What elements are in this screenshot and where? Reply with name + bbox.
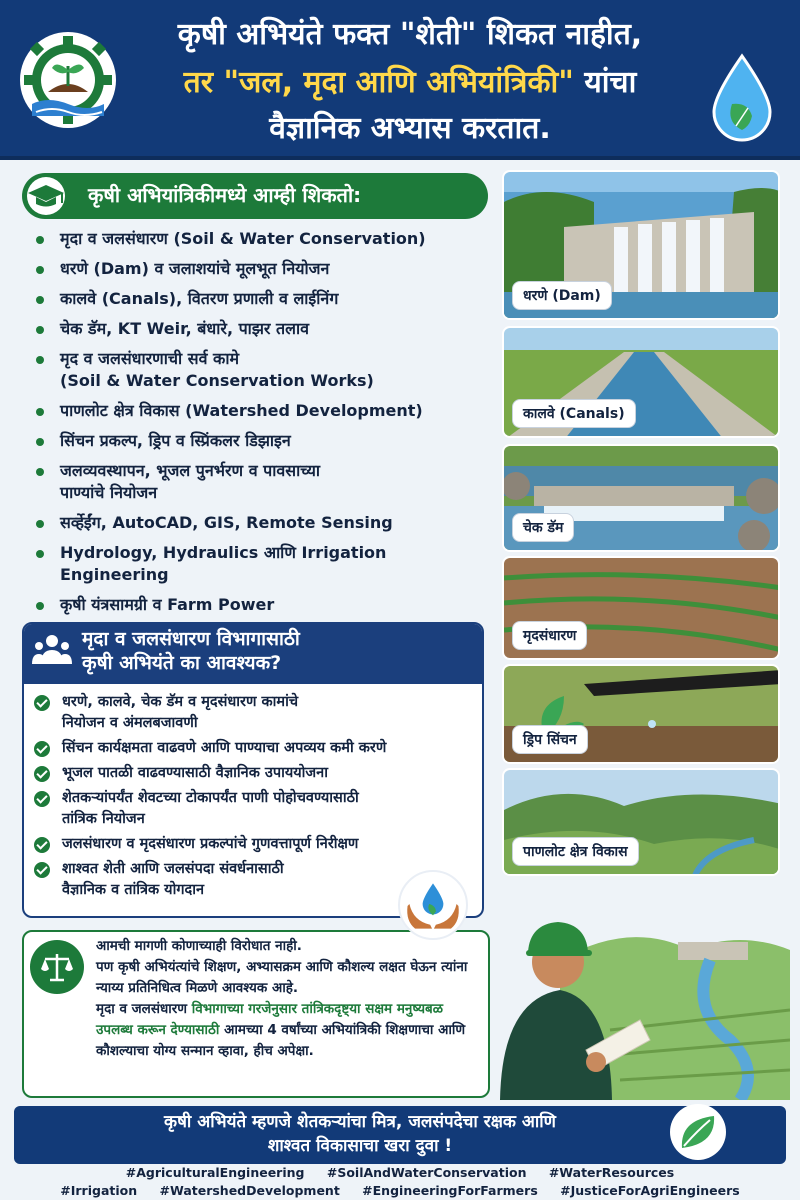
photo-label: मृदसंधारण	[512, 621, 587, 650]
list-item	[30, 228, 500, 250]
photo-canal	[502, 326, 780, 438]
list-item	[30, 512, 500, 534]
check-item	[34, 834, 474, 855]
photo-label: चेक डॅम	[512, 513, 574, 542]
list-item-text: सर्व्हेईंग, AutoCAD, GIS, Remote Sensing	[60, 513, 393, 532]
list-item	[30, 348, 500, 392]
hashtag-row	[0, 1164, 800, 1182]
list-item-text: कालवे (Canals), वितरण प्रणाली व लाईनिंग	[60, 289, 339, 308]
hands-water-drop-icon	[398, 870, 468, 940]
check-item-text: शाश्वत शेती आणि जलसंपदा संवर्धनासाठी	[62, 861, 284, 877]
bullet-dot-icon	[36, 356, 44, 364]
header-prefix: तर	[183, 65, 224, 100]
check-circle-icon	[34, 741, 50, 757]
bullet-dot-icon	[36, 520, 44, 528]
water-drop-leaf-icon	[706, 52, 778, 142]
list-item-text: सिंचन प्रकल्प, ड्रिप व स्प्रिंकलर डिझाइन	[60, 431, 291, 450]
bullet-dot-icon	[36, 602, 44, 610]
photo-drip-irrigation	[502, 664, 780, 764]
list-item-text: धरणे (Dam) व जलाशयांचे मूलभूत नियोजन	[60, 259, 330, 278]
hashtag[interactable]: #JusticeForAgriEngineers	[560, 1183, 740, 1198]
list-item-text: मृदा व जलसंधारण (Soil & Water Conservation)	[60, 229, 426, 248]
list-item-text: Hydrology, Hydraulics आणि Irrigation Engineering	[60, 543, 387, 584]
photo-label: पाणलोट क्षेत्र विकास	[512, 837, 639, 866]
header-title-line2	[120, 62, 700, 104]
learn-list	[30, 228, 500, 624]
engineer-with-blueprint-illustration	[490, 880, 790, 1100]
bullet-dot-icon	[36, 468, 44, 476]
list-item-subtext: पाण्यांचे नियोजन	[60, 483, 158, 502]
why-title-line1: मृदा व जलसंधारण विभागासाठी	[82, 628, 300, 650]
list-item	[30, 288, 500, 310]
why-card-title	[82, 627, 300, 675]
bullet-dot-icon	[36, 408, 44, 416]
check-item	[34, 692, 474, 734]
check-item-subtext: नियोजन व अंमलबजावणी	[62, 715, 198, 731]
demand-line2: पण कृषी अभियंत्यांचे शिक्षण, अभ्यासक्रम आणि कौशल्य लक्षत घेऊन त्यांना न्याय्य प्रतिनिधित्व मिळणे आवश्यक आहे.	[96, 959, 468, 996]
list-item	[30, 400, 500, 422]
bullet-dot-icon	[36, 550, 44, 558]
list-item	[30, 258, 500, 280]
hashtag-row	[0, 1182, 800, 1200]
footer-line1: कृषी अभियंते म्हणजे शेतकऱ्यांचा मित्र, जलसंपदेचा रक्षक आणि	[164, 1112, 556, 1132]
list-item-subtext: (Soil & Water Conservation Works)	[60, 371, 374, 390]
graduation-cap-icon	[24, 177, 72, 215]
gear-plant-logo-icon	[18, 30, 118, 130]
photo-label: कालवे (Canals)	[512, 399, 636, 428]
check-item-text: धरणे, कालवे, चेक डॅम व मृदसंधारण कामांचे	[62, 694, 299, 710]
people-group-icon	[32, 630, 72, 670]
footer-line2: शाश्वत विकासाचा खरा दुवा !	[267, 1136, 453, 1156]
header-title-line1: कृषी अभियंते फक्त "शेती" शिकत नाहीत,	[177, 17, 643, 52]
header-suffix: यांचा	[573, 65, 637, 100]
photo-watershed	[502, 768, 780, 876]
check-circle-icon	[34, 837, 50, 853]
check-item	[34, 763, 474, 784]
list-item	[30, 430, 500, 452]
demand-text	[96, 936, 480, 1062]
bullet-dot-icon	[36, 438, 44, 446]
check-item	[34, 788, 474, 830]
check-item-text: भूजल पातळी वाढवण्यासाठी वैज्ञानिक उपाययोजना	[62, 765, 328, 781]
demand-line3-b: आमच्या 4 वर्षांच्या अभियांत्रिकी शिक्षणाचा आणि कौशल्याचा योग्य सन्मान व्हावा, हीच अपेक्षा.	[96, 1022, 466, 1059]
check-item	[34, 738, 474, 759]
list-item-text: मृद व जलसंधारणाची सर्व कामे	[60, 349, 240, 368]
header-title-line3: वैज्ञानिक अभ्यास करतात.	[269, 111, 551, 146]
check-circle-icon	[34, 695, 50, 711]
list-item-text: कृषी यंत्रसामग्री व Farm Power	[60, 595, 275, 614]
hashtag[interactable]: #SoilAndWaterConservation	[326, 1165, 527, 1180]
demand-line3-highlight: विभागाच्या गरजेनुसार तांत्रिकदृष्ट्या सक्षम मनुष्यबळ उपलब्ध करून देण्यासाठी	[96, 1001, 443, 1038]
photo-check-dam	[502, 444, 780, 552]
hashtag[interactable]: #Irrigation	[60, 1183, 138, 1198]
check-item-text: शेतकऱ्यांपर्यंत शेवटच्या टोकापर्यंत पाणी पोहोचवण्यासाठी	[62, 790, 359, 806]
check-item-subtext: तांत्रिक नियोजन	[62, 811, 145, 827]
why-list	[34, 692, 474, 905]
why-title-line2: कृषी अभियंते का आवश्यक?	[82, 652, 282, 674]
list-item	[30, 542, 500, 586]
list-item	[30, 318, 500, 340]
check-item-text: सिंचन कार्यक्षमता वाढवणे आणि पाण्याचा अपव्यय कमी करणे	[62, 740, 387, 756]
hashtag[interactable]: #WaterResources	[548, 1165, 675, 1180]
leaf-icon	[668, 1102, 728, 1162]
list-item-text: चेक डॅम, KT Weir, बंधारे, पाझर तलाव	[60, 319, 310, 338]
list-item	[30, 460, 500, 504]
learn-section-title: कृषी अभियांत्रिकीमध्ये आम्ही शिकतो:	[88, 183, 362, 207]
photo-label: ड्रिप सिंचन	[512, 725, 588, 754]
hashtag[interactable]: #WatershedDevelopment	[159, 1183, 340, 1198]
demand-line3-a: मृदा व जलसंधारण	[96, 1001, 192, 1017]
footer-slogan	[40, 1110, 680, 1158]
check-circle-icon	[34, 862, 50, 878]
hashtags	[0, 1164, 800, 1200]
hashtag[interactable]: #AgriculturalEngineering	[125, 1165, 305, 1180]
demand-line3	[96, 999, 480, 1062]
check-item-subtext: वैज्ञानिक व तांत्रिक योगदान	[62, 882, 205, 898]
check-circle-icon	[34, 766, 50, 782]
bullet-dot-icon	[36, 326, 44, 334]
check-circle-icon	[34, 791, 50, 807]
demand-line1: आमची मागणी कोणाच्याही विरोधात नाही.	[96, 938, 302, 954]
photo-soil-conservation	[502, 556, 780, 660]
justice-scale-icon	[30, 940, 84, 994]
hashtag[interactable]: #EngineeringForFarmers	[362, 1183, 538, 1198]
bullet-dot-icon	[36, 266, 44, 274]
list-item	[30, 594, 500, 616]
check-item-text: जलसंधारण व मृदसंधारण प्रकल्पांचे गुणवत्तापूर्ण निरीक्षण	[62, 836, 359, 852]
header-highlight: "जल, मृदा आणि अभियांत्रिकी"	[223, 65, 574, 100]
list-item-text: पाणलोट क्षेत्र विकास (Watershed Development)	[60, 401, 423, 420]
photo-dam	[502, 170, 780, 320]
bullet-dot-icon	[36, 236, 44, 244]
photo-label: धरणे (Dam)	[512, 281, 612, 310]
list-item-text: जलव्यवस्थापन, भूजल पुनर्भरण व पावसाच्या	[60, 461, 321, 480]
bullet-dot-icon	[36, 296, 44, 304]
